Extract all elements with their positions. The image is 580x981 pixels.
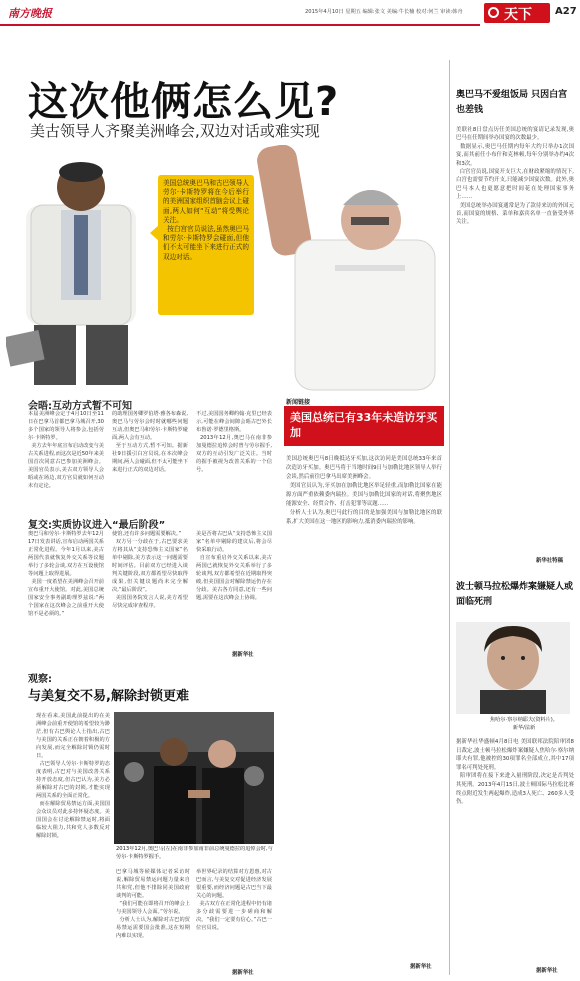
side3-title: 波士顿马拉松爆炸案嫌疑人或面临死刑 — [456, 582, 574, 607]
callout-pointer — [150, 225, 159, 241]
handshake-caption: 2013年12月,奥巴马(左)在南非参加南非前总统曼德拉的追悼会时,与劳尔·卡斯特罗握手。 — [116, 846, 273, 860]
side1-box — [284, 406, 444, 446]
masthead — [0, 0, 580, 26]
section-title: 天下 — [504, 7, 532, 23]
section2-col2: 使馆,还有许多问题需要解决。” 双方另一分歧在于,古巴要求美方将其从“支持恐怖主义国家”名单中剔除,美方表示这一问题需要时间评估。目前双方已经进入谈判关键阶段,双方都希望尽快取得成果,但关键议题尚未完全解决,“最后阶段”。 美国国务院发言人说,美方希望尽快完成审查程序。 — [112, 531, 188, 609]
main-headline: 这次他俩怎么见? — [28, 79, 340, 125]
side1-byline: 据新华社 — [410, 964, 432, 970]
issue-meta: 2015年4月10日 星期五 编辑:张文 美编:牛长楠 校对:何兰 审读:韩舟 — [305, 9, 463, 15]
section2-col3: 美是否将古巴从“支持恐怖主义国家”名单中剔除的建议后,将会尽快采取行动。 自宣布重启外交关系以来,美古两国已就恢复外交关系举行了多轮谈判,双方都希望在近期取得突破,但美国国会对解除禁运仍存在分歧。美古各方同意,还有一些问题,需要在这次峰会上协调。 — [196, 531, 272, 601]
side1-title: 美国总统已有33年未造访牙买加 — [290, 411, 438, 439]
newspaper-logo: 南方晚报 — [8, 7, 52, 20]
section3-byline: 据新华社 — [232, 970, 254, 976]
side2-body: 美联社8日盘点历任美国总统的宴请记录发现,奥巴马在任期间举办国宴的次数最少。 数据显示,奥巴马任期内每年大约只举办1次国宴,而其前任小布什和克林顿,每年分别举办约4次和3次。 白宫官员说,国宴开支巨大,在财政紧缩的情况下,白宫也需要节约开支,只能减少国宴次数。此外,奥巴马本人也更愿意把时间花在处理国家事务上…… 美国总统举办国宴通常是为了款待来访的外国元首,而国宴的规格、菜单和嘉宾名单一直备受外界关注。 — [456, 127, 574, 226]
news-link-label: 新闻链接 — [286, 399, 311, 406]
obama-photo — [6, 145, 156, 390]
section3-col2: 巴拿马城等候媒体记者采访时说,解除贸易禁运问题力量来自共和党,但他不排除同美国政府谈判的可能。 “我们可能在即将召开的峰会上与美国领导人会面。”劳尔说。 分析人士认为,解除对古巴的贸易禁运需要国会批准,这在短期内难以实现。 — [116, 869, 190, 939]
castro-photo — [255, 145, 447, 395]
section1-title: 会晤:互动方式暂不可知 — [28, 401, 132, 412]
page-number: A27 — [555, 6, 577, 17]
handshake-photo — [114, 712, 274, 844]
suspect-caption: 焦哈尔·察尔纳耶夫(资料片)。 新华/法新 — [490, 717, 558, 731]
section2-title: 复交:实质协议进入“最后阶段” — [28, 520, 166, 531]
section1-col1: 本届美洲峰会定于4月10日至11日在巴拿马首都巴拿马城召开,30多个国家的领导人将参会,包括劳尔·卡斯特罗。 美方去年年底宣布启动改变与美古关系进程,而这次是近50年来美国首次同意古巴参加美洲峰会。美国官员表示,美古双方领导人会晤或在场边,双方官员就如何互动未有定论。 — [28, 411, 104, 489]
section3-col3: 举世界纪录的结算对方恩惠,对古巴而言,与美复交对促进经济发展很重要,而经济问题是古巴当下最关心的问题。 美古双方在正常化进程中仍有诸多分歧需要进一步磋商和解决。“我们一定要有信心。”古巴一位官员说。 — [196, 869, 272, 931]
masthead-rule — [0, 24, 480, 26]
section2-col1: 奥巴马和劳尔·卡斯特罗去年12月17日发表讲话,宣布启动两国关系正常化进程。今年1月以来,美古两国代表就恢复外交关系等议题举行了多轮会谈,双方在互设使馆等问题上取得进展。 美国一度希望在美洲峰会召开前宣布重开大使馆。对此,美国总统国家安全事务副助理罗兹说:“两个国家在这次峰会之前重开大使馆不是必须的。” — [28, 531, 104, 617]
section-icon — [488, 7, 499, 18]
section2-byline: 据新华社 — [232, 652, 254, 658]
section-badge — [484, 3, 550, 23]
side3-body: 据新华社华盛顿4月8日电 美国联邦法院陪审团8日裁定,波士顿马拉松爆炸案嫌疑人焦哈尔·察尔纳耶夫有罪,他被控的30项罪名全部成立,其中17项罪名可判处死刑。 陪审团将在接下来进入量刑阶段,决定是否判处其死刑。2013年4月15日,波士顿国际马拉松比赛终点附近发生两起爆炸,造成3人死亡、260多人受伤。 — [456, 739, 574, 806]
column-divider — [449, 60, 450, 975]
callout-box — [158, 175, 254, 315]
side2-title: 奥巴马不爱组饭局 只因白宫也差钱 — [456, 90, 568, 115]
section3-col1: 现在看来,美国此前提出的在美洲峰会前重开使馆的希望较为渺茫,但有古巴舆论人士指出,古巴与美国的关系正在朝着积极的方向发展,而完全解除封锁仍需时日。 古巴领导人劳尔·卡斯特罗的态度表明,古巴对与美国改善关系持开放态度,但古巴认为,美方必须解除对古巴的封锁,才能实现两国关系的全面正常化。 而在解除贸易禁运方面,美国国会众议员对此多持怀疑态度。美国国会在讨论解除禁运时,将面临较大阻力,共和党人多数反对解除封锁。 — [36, 713, 110, 839]
callout-text: 美国总统奥巴马和古巴领导人劳尔·卡斯特罗将在今后举行的美洲国家组织首脑会议上碰面,两人如何“互动”将受舆论关注。 按白宫官员说法,虽然奥巴马和劳尔·卡斯特罗会碰面,但他们不太可能坐下来进行正式的双边对话。 — [163, 179, 249, 261]
main-subhead: 美古领导人齐聚美洲峰会,双边对话或难实现 — [30, 122, 320, 140]
suspect-photo — [456, 622, 570, 714]
section3-label: 观察: — [28, 674, 52, 685]
section3-headline: 与美复交不易,解除封锁更难 — [28, 689, 189, 704]
section1-col3: 不过,美国国务卿约翰·克里已经表示,可能在峰会间隙会晤古巴外长布鲁诺·罗德里格斯。 2013年12月,奥巴马在南非参加曼德拉追悼会时曾与劳尔握手,双方的互动引发广泛关注。当时的握手被视为改善关系的一个信号。 — [196, 411, 272, 473]
side1-body: 美国总统奥巴马8日晚抵达牙买加,这次访问是美国总统33年来首次造访牙买加。奥巴马将于当地时间9日与加勒比地区领导人举行会谈,然后前往巴拿马出席美洲峰会。 美国官员认为,牙买加在加勒比地区举足轻重,而加勒比国家在能源方面严重依赖委内瑞拉。美国与加勒比国家的对话,将聚焦地区能源安全、经贸合作、打击犯罪等议题…… 分析人士认为,奥巴马此行的目的是加强美国与加勒比地区的联系,扩大美国在这一地区的影响力,抵消委内瑞拉的影响。 — [286, 456, 442, 525]
section1-col2: 的助理国务卿罗伯塔·雅各布森说,奥巴马与劳尔会时时就哪些问题互动,但奥巴马和劳尔·卡斯特罗碰面,两人会有互动。 至于互动方式,暂不可知。据新社9日援引白宫员说,在本次峰会期间,两人会碰面,但不太可能坐下来进行正式的双边对话。 — [112, 411, 188, 473]
side3-credit: 据新华社 — [536, 968, 558, 974]
side2-credit: 新华社特稿 — [536, 558, 563, 564]
